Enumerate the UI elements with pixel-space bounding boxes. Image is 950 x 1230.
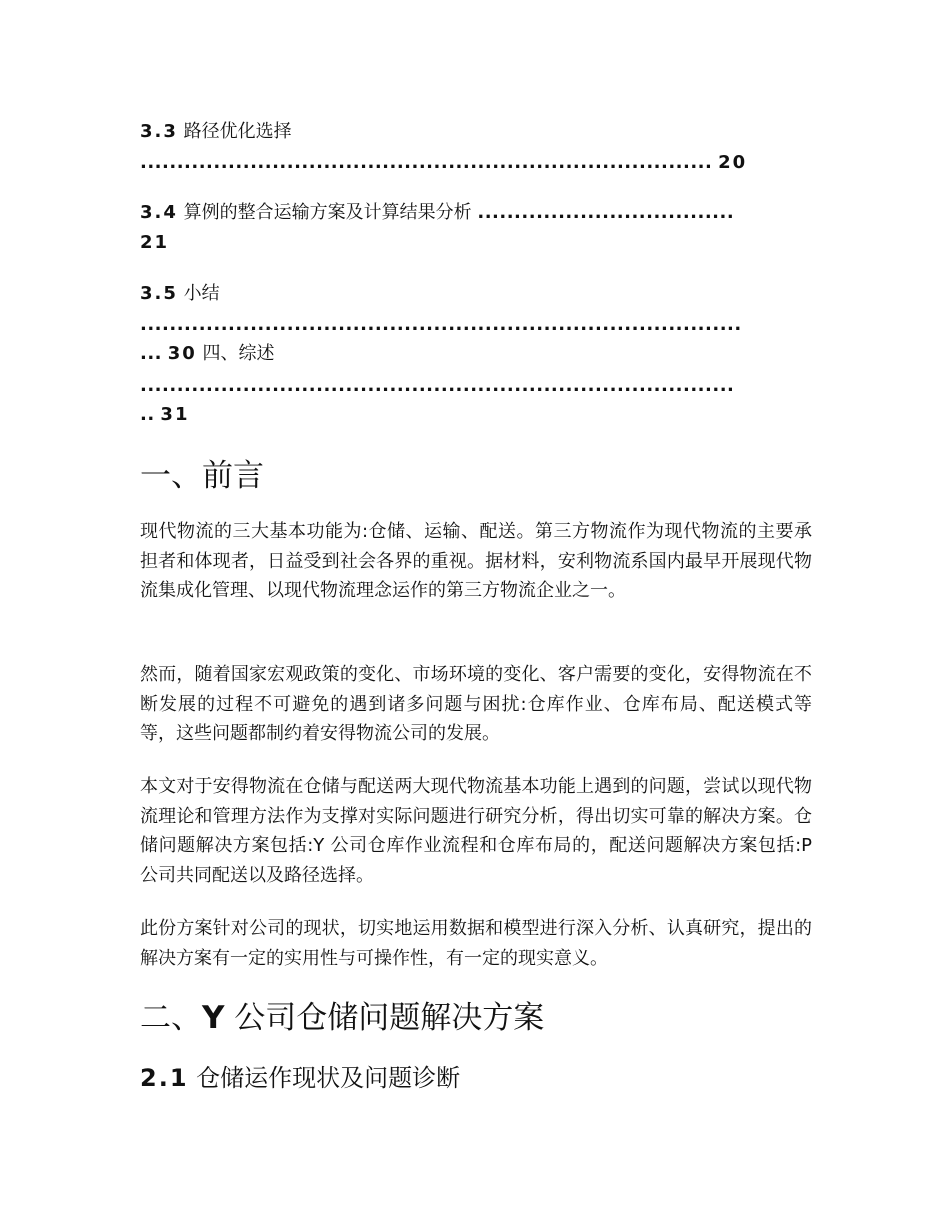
paragraph-2: 然而，随着国家宏观政策的变化、市场环境的变化、客户需要的变化，安得物流在不断发展的过程不可避免的遇到诸多问题与困扰:仓库作业、仓库布局、配送模式等等，这些问题都制约着安得物流公司的发展。	[140, 664, 812, 744]
toc-entry-3-4-page	[140, 228, 812, 258]
toc-entry-3-5[interactable]	[140, 279, 812, 309]
toc-entry-title: 四、综述	[202, 343, 275, 364]
heading-company-letter: Y	[202, 1000, 225, 1036]
toc-entry-4[interactable]	[140, 339, 812, 369]
toc-page-number: 21	[140, 232, 170, 253]
toc-leader-dots: ...	[140, 343, 163, 364]
heading-rest: 公司仓储问题解决方案	[224, 1000, 545, 1036]
paragraph-4: 此份方案针对公司的现状，切实地运用数据和模型进行深入分析、认真研究，提出的解决方案有一定的实用性与可操作性，有一定的现实意义。	[140, 918, 812, 969]
toc-entry-number: 3.3	[140, 121, 178, 142]
toc-entry-3-3[interactable]	[140, 117, 812, 147]
subsection-title: 仓储运作现状及问题诊断	[196, 1064, 461, 1092]
toc-entry-number: 3.5	[140, 283, 178, 304]
paragraph-1: 现代物流的三大基本功能为:仓储、运输、配送。第三方物流作为现代物流的主要承担者和体现者，日益受到社会各界的重视。据材料，安利物流系国内最早开展现代物流集成化管理、以现代物流理念运作的第三方物流企业之一。	[140, 521, 812, 601]
toc-entry-4-page	[140, 400, 812, 430]
toc-page-number: 30	[167, 343, 197, 364]
toc-leader-dots: ..................................................................................	[140, 314, 742, 335]
section-heading-warehouse	[140, 998, 544, 1038]
toc-entry-title: 路径优化选择	[183, 121, 292, 142]
toc-leader-dots: .................................................................................	[140, 375, 735, 396]
heading-prefix: 二、	[140, 1000, 202, 1036]
toc-entry-3-5-leader	[140, 310, 812, 340]
subsection-heading-2-1	[140, 1062, 460, 1094]
toc-entry-3-4[interactable]	[140, 198, 812, 228]
toc-leader-dots: ..	[140, 404, 155, 425]
paragraph-3: 本文对于安得物流在仓储与配送两大现代物流基本功能上遇到的问题，尝试以现代物流理论和管理方法作为支撑对实际问题进行研究分析，得出切实可靠的解决方案。仓储问题解决方案包括:Y 公司仓库作业流程和仓库布局的，配送问题解决方案包括:P 公司共同配送以及路径选择。	[140, 776, 812, 886]
toc-page-number: 31	[160, 404, 190, 425]
toc-entry-number: 3.4	[140, 202, 178, 223]
toc-entry-3-3-leader	[140, 148, 812, 178]
toc-leader-dots: ...................................	[477, 202, 735, 223]
toc-page-number: 20	[718, 152, 748, 173]
section-heading-preface: 一、前言	[140, 458, 264, 494]
toc-leader-dots: ..............................................................................	[140, 152, 713, 173]
toc-entry-title: 算例的整合运输方案及计算结果分析	[183, 202, 472, 223]
subsection-number: 2.1	[140, 1064, 189, 1092]
toc-entry-title: 小结	[183, 283, 220, 304]
toc-entry-4-leader	[140, 371, 812, 401]
